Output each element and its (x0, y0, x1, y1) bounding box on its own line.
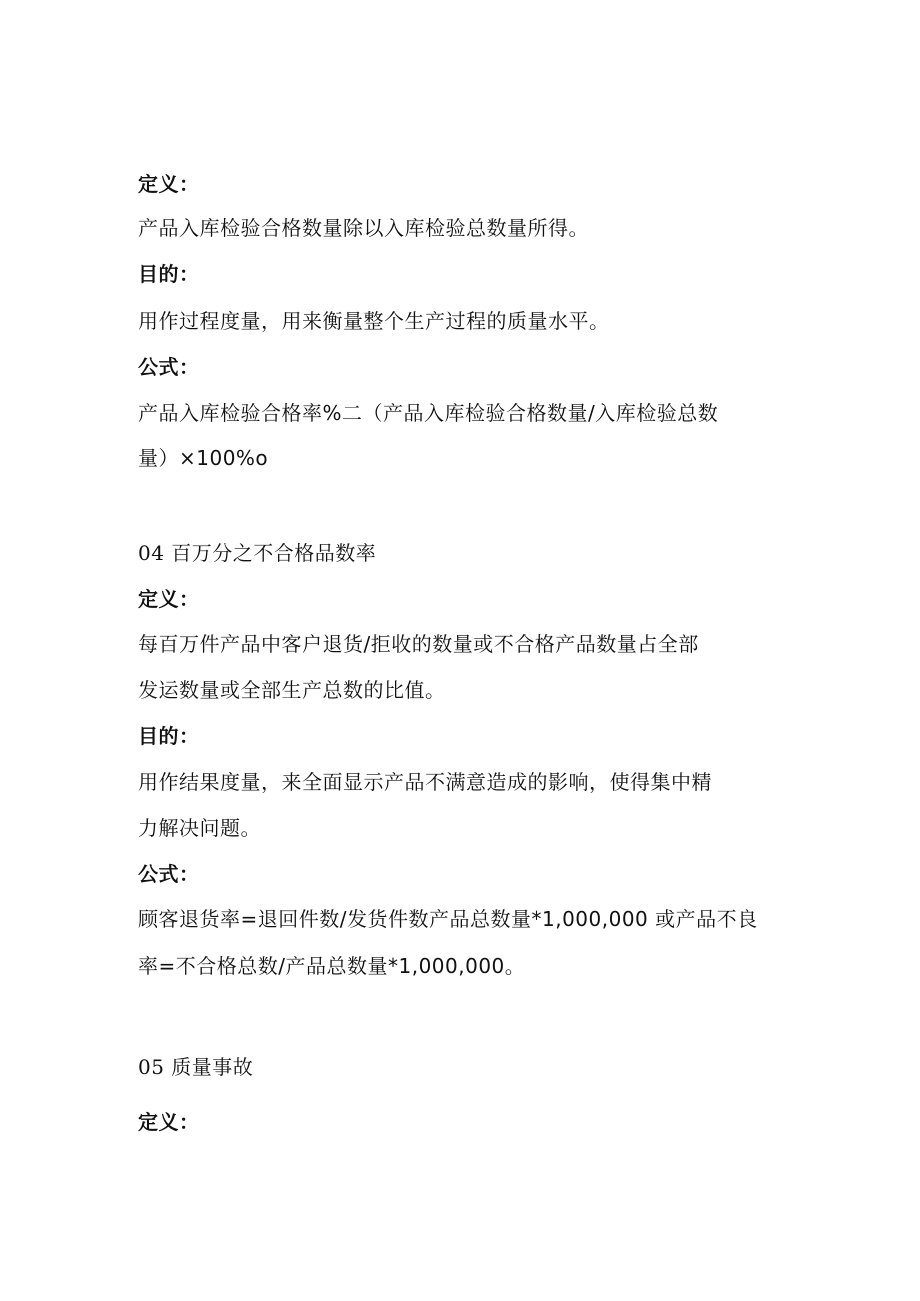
definition-text: 产品入库检验合格数量除以入库检验总数量所得。 (138, 216, 589, 240)
purpose-line-2: 力解决问题。 (138, 816, 261, 840)
purpose-line-1: 用作结果度量，来全面显示产品不满意造成的影响，使得集中精 (138, 770, 712, 794)
definition-line-2: 发运数量或全部生产总数的比值。 (138, 678, 446, 702)
formula-line-1: 顾客退货率=退回件数/发货件数产品总数量*1,000,000 或产品不良 (138, 907, 758, 931)
definition-label: 定义： (138, 1110, 200, 1134)
formula-line-1: 产品入库检验合格率%二（产品入库检验合格数量/入库检验总数 (138, 401, 719, 425)
formula-label: 公式： (138, 355, 200, 379)
formula-line-2: 率=不合格总数/产品总数量*1,000,000。 (138, 954, 526, 978)
formula-label: 公式： (138, 862, 200, 886)
section-heading-04: 04 百万分之不合格品数率 (138, 541, 377, 565)
purpose-text: 用作过程度量，用来衡量整个生产过程的质量水平。 (138, 309, 610, 333)
purpose-label: 目的： (138, 262, 200, 286)
section-heading-05: 05 质量事故 (138, 1055, 254, 1079)
purpose-label: 目的： (138, 724, 200, 748)
definition-label: 定义： (138, 172, 200, 196)
formula-line-2: 量）×100%o (138, 446, 269, 470)
definition-line-1: 每百万件产品中客户退货/拒收的数量或不合格产品数量占全部 (138, 632, 699, 656)
definition-label: 定义： (138, 587, 200, 611)
